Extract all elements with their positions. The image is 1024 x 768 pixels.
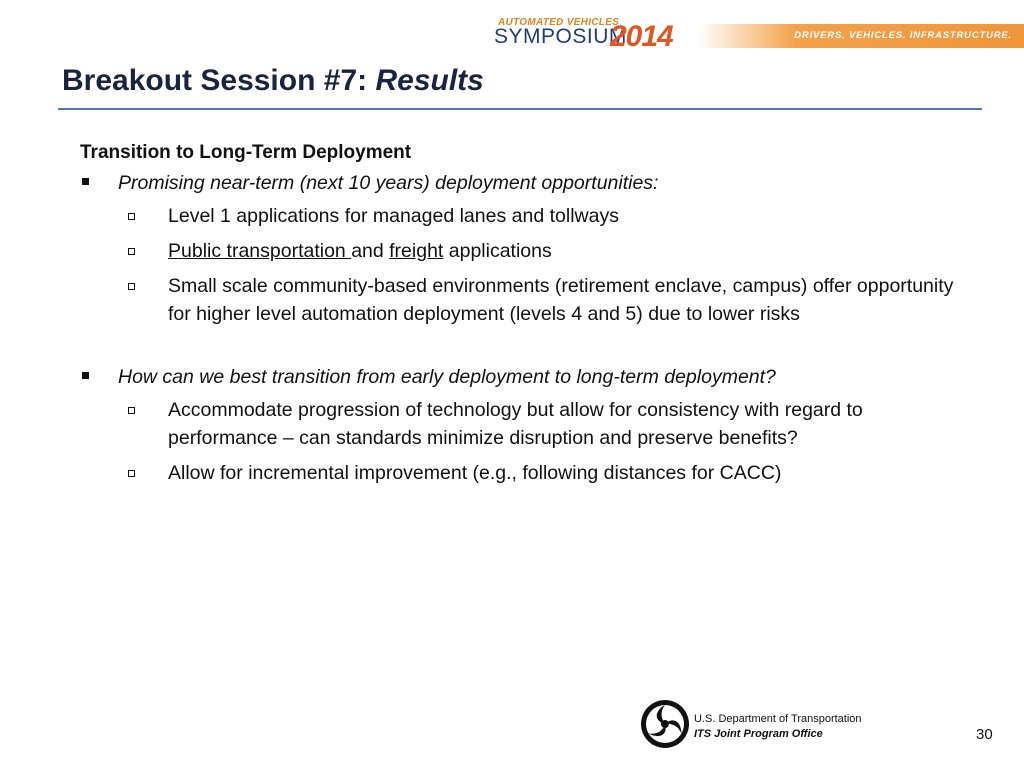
sub-bullet-level1-text: Level 1 applications for managed lanes and tollways <box>168 205 619 227</box>
logo-line1: AUTOMATED VEHICLES <box>498 17 620 28</box>
square-bullet-icon <box>82 372 89 379</box>
slide-content <box>80 142 980 494</box>
public-transportation-link[interactable]: Public transportation <box>168 240 352 262</box>
footer-department: U.S. Department of Transportation <box>694 713 862 725</box>
hollow-square-bullet-icon <box>128 470 135 477</box>
hollow-square-bullet-icon <box>128 213 135 220</box>
applications-text: applications <box>443 240 552 262</box>
hollow-square-bullet-icon <box>128 248 135 255</box>
bullet-near-term <box>80 171 980 195</box>
section-heading: Transition to Long-Term Deployment <box>80 142 412 163</box>
bullet-transition-text: How can we best transition from early deployment to long-term deployment? <box>118 366 776 388</box>
slide-title-main: Breakout Session #7: <box>62 64 368 97</box>
logo-year: 2014 <box>610 20 673 53</box>
and-text: and <box>351 240 390 262</box>
tagline-bar <box>698 24 1024 48</box>
slide-title-emphasis: Results <box>375 64 484 97</box>
sub-bullet-incremental-text: Allow for incremental improvement (e.g., following distances for CACC) <box>168 462 782 484</box>
dot-triskelion-logo-icon <box>640 699 690 749</box>
sub-bullet-progression <box>80 396 958 452</box>
sub-bullet-level1 <box>80 202 958 230</box>
hollow-square-bullet-icon <box>128 283 135 290</box>
square-bullet-icon <box>82 178 89 185</box>
sub-bullet-community-text: Small scale community-based environments (retirement enclave, campus) offer opportunity for higher level automation deployment (levels 4 and 5) due to lower risks <box>168 275 954 325</box>
logo-line2: SYMPOSIUM <box>494 25 627 48</box>
tagline: DRIVERS. VEHICLES. INFRASTRUCTURE. <box>794 30 1012 41</box>
section-gap <box>80 335 980 365</box>
bullet-transition <box>80 365 980 389</box>
page-number: 30 <box>976 726 993 743</box>
symposium-logo <box>488 14 718 54</box>
sub-bullet-transit-freight <box>80 237 958 265</box>
header-banner <box>488 14 1024 54</box>
sub-bullet-incremental <box>80 459 958 487</box>
footer-office: ITS Joint Program Office <box>694 728 823 740</box>
footer-text <box>694 712 862 742</box>
freight-link[interactable]: freight <box>389 240 444 262</box>
slide-title <box>62 64 484 98</box>
sub-bullet-progression-text: Accommodate progression of technology but allow for consistency with regard to performance – can standards minimize disruption and preserve benefits? <box>168 399 863 449</box>
bullet-near-term-text: Promising near-term (next 10 years) deployment opportunities: <box>118 172 659 194</box>
title-divider <box>58 108 982 110</box>
sub-bullet-community <box>80 272 958 328</box>
hollow-square-bullet-icon <box>128 407 135 414</box>
